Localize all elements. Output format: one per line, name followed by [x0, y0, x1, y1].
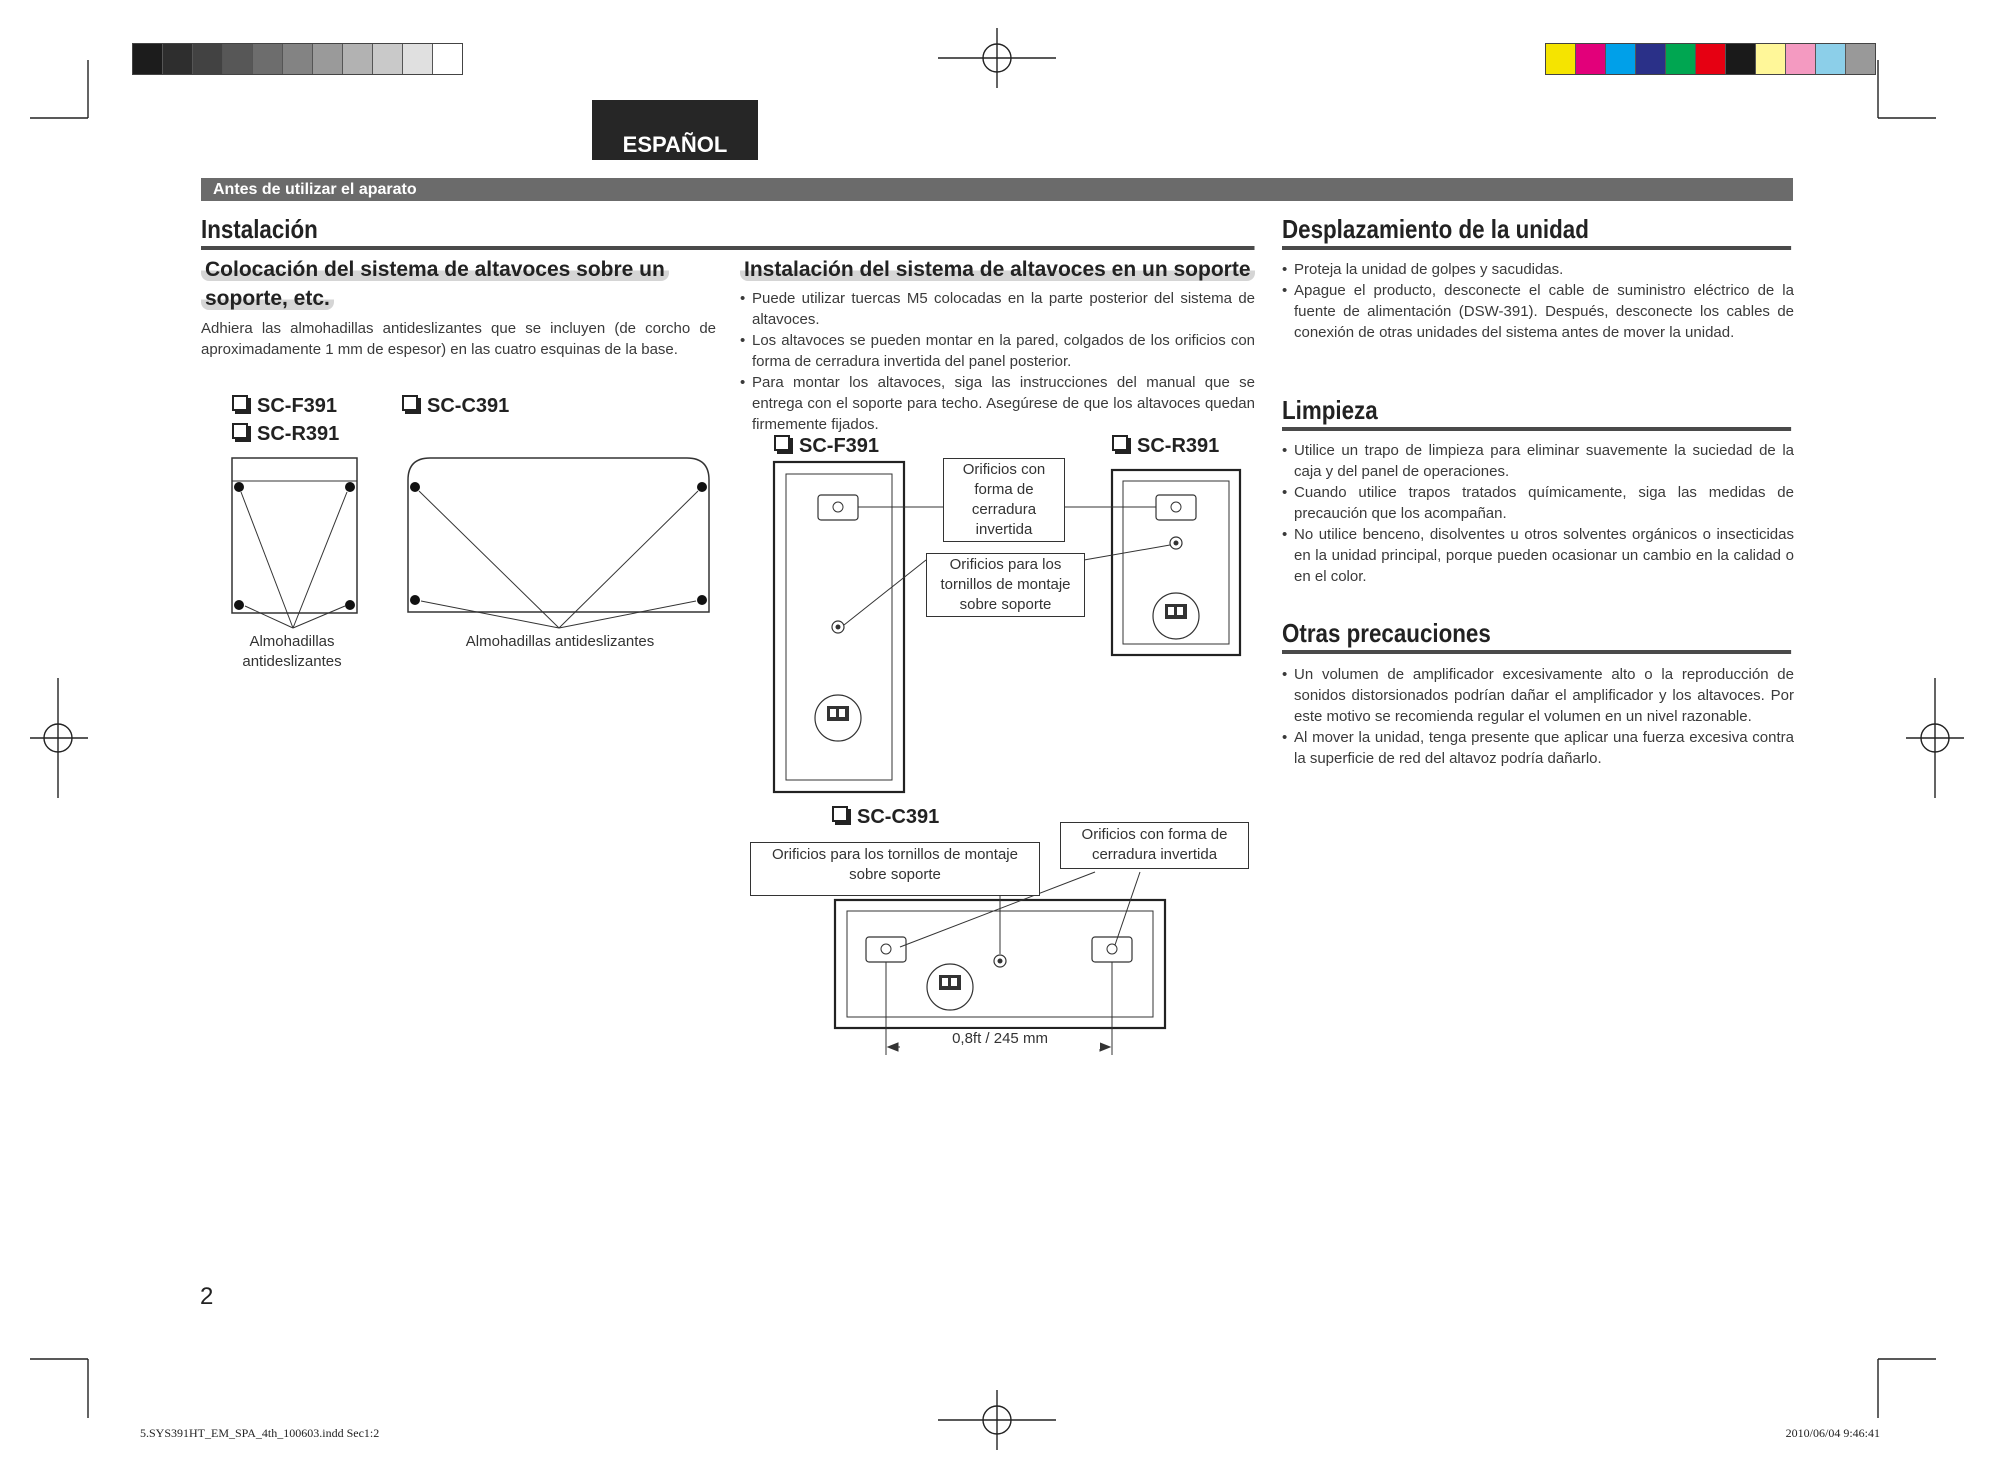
- gray-swatch: [372, 44, 402, 74]
- gray-swatch: [402, 44, 432, 74]
- gray-swatch: [133, 44, 162, 74]
- moving-bullets: [1282, 259, 1794, 343]
- mount-bullet: • Para montar los altavoces, siga las instrucciones del manual que se entrega con el soporte para techo. Asegúrese de que los altavoces quedan firmemente fijados.: [740, 372, 1255, 435]
- precautions-bullet: • Un volumen de amplificador excesivamente alto o la reproducción de sonidos distorsionados podrían dañar el amplificador y los altavoces. Por este motivo se recomienda regular el volumen en un nivel razonable.: [1282, 664, 1794, 727]
- callout-c-keyhole-holes: Orificios con forma de cerradura invertida: [1060, 822, 1249, 869]
- footer-file-info: 5.SYS391HT_EM_SPA_4th_100603.indd Sec1:2: [140, 1426, 380, 1440]
- cleaning-bullet: • Utilice un trapo de limpieza para eliminar suavemente la suciedad de la caja y del panel de operaciones.: [1282, 440, 1794, 482]
- color-swatch: [1546, 44, 1575, 74]
- gray-swatch: [252, 44, 282, 74]
- footpad-diagram: [225, 450, 725, 630]
- mount-subtitle: Instalación del sistema de altavoces en un soporte: [740, 255, 1260, 284]
- callout-keyhole-holes: Orificios con forma de cerradura invertida: [943, 458, 1065, 542]
- placement-subtitle: [201, 255, 721, 313]
- section-bar: Antes de utilizar el aparato: [201, 178, 1793, 201]
- footpad-caption-small: Almohadillas antideslizantes: [242, 633, 342, 670]
- gray-swatch: [432, 44, 462, 74]
- model-label-sc-c391-left: SC-C391: [402, 395, 509, 418]
- installation-title-wrap: [201, 212, 1255, 250]
- language-tab: ESPAÑOL: [592, 100, 758, 160]
- precautions-bullet: • Al mover la unidad, tenga presente que aplicar una fuerza excesiva contra la superficie de red del altavoz podría dañarlo.: [1282, 727, 1794, 769]
- cleaning-bullet: • No utilice benceno, disolventes u otros solventes orgánicos o insecticidas en la unidad principal, porque pueden ocasionar un cambio en la calidad o en el color.: [1282, 524, 1794, 587]
- color-swatch: [1635, 44, 1665, 74]
- footer-timestamp: 2010/06/04 9:46:41: [1785, 1426, 1880, 1440]
- callout-c-screw-holes: Orificios para los tornillos de montaje sobre soporte: [750, 842, 1040, 896]
- dimension-label: 0,8ft / 245 mm: [900, 1029, 1100, 1049]
- color-swatch: [1665, 44, 1695, 74]
- placement-subtitle-line1: Colocación del sistema de altavoces sobre un: [201, 258, 669, 281]
- cleaning-bullet: • Cuando utilice trapos tratados químicamente, siga las medidas de precaución que los acompañan.: [1282, 482, 1794, 524]
- placement-subtitle-line2: soporte, etc.: [201, 287, 334, 310]
- footpad-caption-wide: Almohadillas antideslizantes: [465, 633, 655, 650]
- gray-swatch: [282, 44, 312, 74]
- model-label-sc-r391-left: SC-R391: [232, 423, 339, 446]
- cleaning-bullets: [1282, 440, 1794, 587]
- model-label-sc-c391-mid: SC-C391: [832, 806, 939, 829]
- model-label-sc-f391-left: SC-F391: [232, 395, 337, 418]
- moving-bullet: • Apague el producto, desconecte el cable de suministro eléctrico de la fuente de alimentación (DSW-391). Después, desconecte los cables de conexión de otras unidades del sistema antes de mover la unidad.: [1282, 280, 1794, 343]
- grayscale-color-bar: [132, 43, 463, 75]
- moving-title: Desplazamiento de la unidad: [1282, 212, 1791, 250]
- cleaning-title: Limpieza: [1282, 393, 1791, 431]
- gray-swatch: [342, 44, 372, 74]
- placement-body: Adhiera las almohadillas antideslizantes que se incluyen (de corcho de aproximadamente 1 mm de espesor) en las cuatro esquinas de la base.: [201, 320, 716, 358]
- gray-swatch: [192, 44, 222, 74]
- color-swatch: [1605, 44, 1635, 74]
- color-swatch: [1725, 44, 1755, 74]
- mount-bullets: [740, 288, 1255, 435]
- installation-title: Instalación: [201, 212, 1255, 250]
- model-label-sc-r391-mid: SC-R391: [1112, 435, 1219, 458]
- mount-bullet: • Los altavoces se pueden montar en la pared, colgados de los orificios con forma de cerradura invertida del panel posterior.: [740, 330, 1255, 372]
- color-swatch: [1575, 44, 1605, 74]
- color-swatch: [1755, 44, 1785, 74]
- color-swatch: [1845, 44, 1875, 74]
- process-color-bar: [1545, 43, 1876, 75]
- moving-bullet: • Proteja la unidad de golpes y sacudidas.: [1282, 259, 1794, 280]
- callout-screw-holes: Orificios para los tornillos de montaje sobre soporte: [926, 553, 1085, 617]
- model-label-sc-f391-mid: SC-F391: [774, 435, 879, 458]
- page-number: 2: [200, 1283, 214, 1310]
- precautions-title: Otras precauciones: [1282, 616, 1791, 654]
- gray-swatch: [222, 44, 252, 74]
- mount-bullet: • Puede utilizar tuercas M5 colocadas en la parte posterior del sistema de altavoces.: [740, 288, 1255, 330]
- color-swatch: [1695, 44, 1725, 74]
- color-swatch: [1785, 44, 1815, 74]
- precautions-bullets: [1282, 664, 1794, 769]
- gray-swatch: [162, 44, 192, 74]
- color-swatch: [1815, 44, 1845, 74]
- gray-swatch: [312, 44, 342, 74]
